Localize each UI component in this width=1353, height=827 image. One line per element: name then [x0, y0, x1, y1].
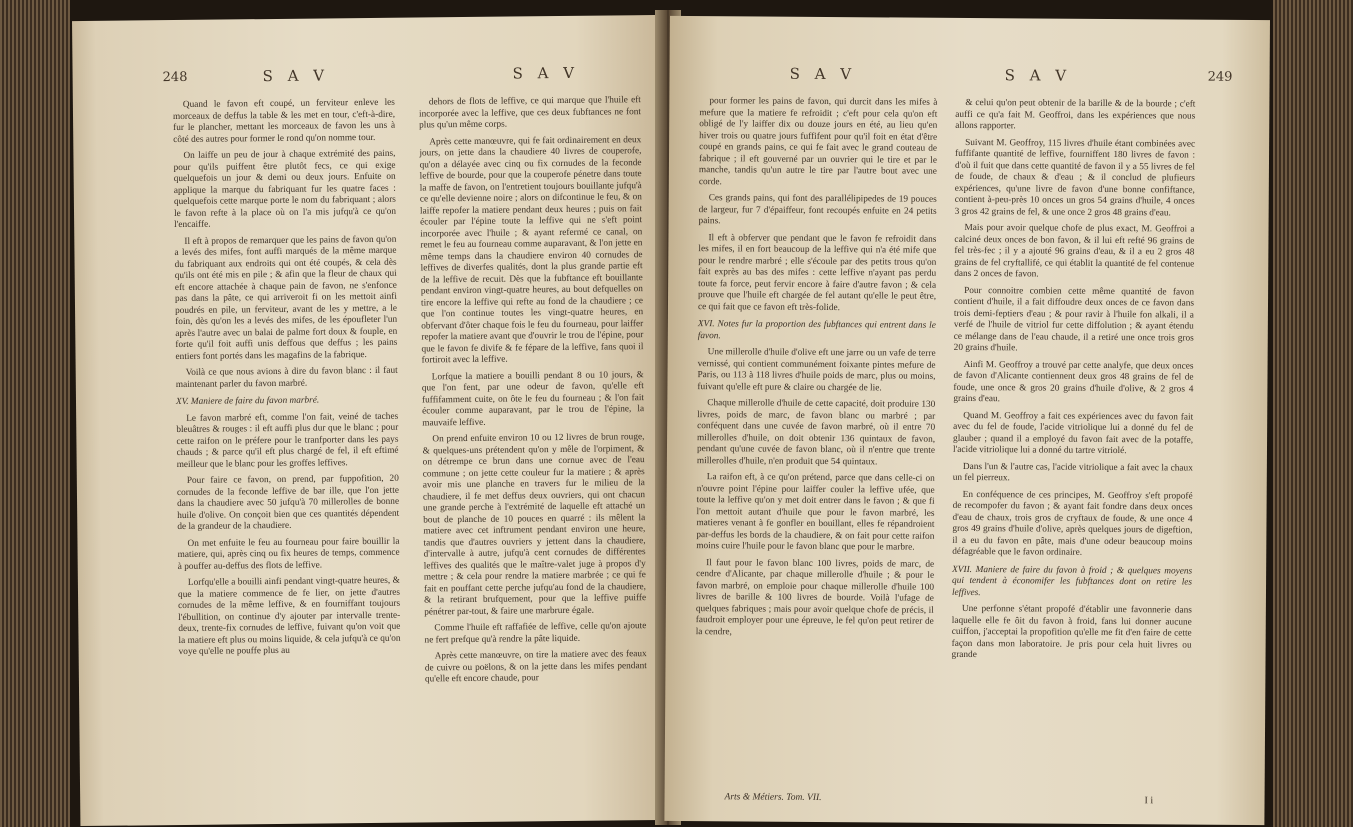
- paragraph: Mais pour avoir quelque chofe de plus exact, M. Geoffroi a calciné deux onces de bon favon, & il lui eft refté 96 grains de fel très-fec ; il y a ajouté 96 grains d'eau, & il a eu 2 gros 48 grains de fel cryftallifé, ce qui établit la quantité de fel contenue dans 2 onces de favon.: [954, 222, 1195, 280]
- paragraph: Après cette manœuvre, on tire la matiere avec des feaux de cuivre ou poëlons, & on la jette dans les mifes pendant qu'elle eft encore chaude, pour: [424, 649, 647, 685]
- right-column-2: [951, 98, 1195, 668]
- paragraph: Dans l'un & l'autre cas, l'acide vitriolique a fait avec la chaux un fel pierreux.: [952, 461, 1193, 484]
- paragraph: Suivant M. Geoffroy, 115 livres d'huile étant combinées avec fuffifante quantité de leffive, fourniffent 180 livres de favon : d'où il fuit que dans cette quantité de favon il y a 55 livres de fel de foude, de chaux & d'eau ; & il conclud de plufieurs expériences, qu'une livre de favon d'une bonne confiftance, contient à-peu-près 10 onces un gros 54 grains d'huile, 4 onces 3 gros 42 grains de fel, & une once 2 gros 48 grains d'eau.: [954, 137, 1196, 218]
- left-page-number: 248: [162, 69, 188, 86]
- paragraph: En conféquence de ces principes, M. Geoffroy s'eft propofé de recompofer du favon ; & ayant fait fondre dans deux onces d'eau de chaux, trois gros de cryftaux de foude, & une once 4 gros 49 grains d'huile d'olive, après quelques jours de digeftion, il a eu du favon en pâte, mais d'une odeur beaucoup moins défagréable que le favon ordinaire.: [952, 489, 1193, 558]
- paragraph: Ainfi M. Geoffroy a trouvé par cette analyfe, que deux onces de favon d'Alicante contiennent deux gros 48 grains de fel de foude, une once & gros 20 grains d'huile d'olive, & 2 gros 4 grains d'eau.: [953, 359, 1194, 405]
- paragraph: On met enfuite le feu au fourneau pour faire bouillir la matiere, qui, après cinq ou fix heures de temps, commence à pouffer au-deffus des flots de leffive.: [177, 536, 400, 572]
- right-header-col2: S A V: [1004, 66, 1072, 85]
- paragraph: Quand le favon eft coupé, un ferviteur enleve les morceaux de deffus la table & les met en tour, c'eft-à-dire, fur le plancher, mettant les morceaux de favon les uns à côté des autres pour former le rond qu'on nomme tour.: [172, 97, 396, 145]
- paragraph: Ces grands pains, qui font des parallélipipedes de 19 pouces de largeur, fur 7 d'épaiffeur, font recoupés enfuite en 24 petits pains.: [698, 193, 937, 227]
- left-page-edges: [0, 0, 70, 827]
- right-header-col1: S A V: [789, 64, 857, 84]
- paragraph: Pour faire ce favon, on prend, par fuppofition, 20 cornudes de la feconde leffive de bar ille, que l'on jette dans la chaudiere avec 50 jufqu'à 70 millerolles de bonne huile d'olive. On conçoit bien que ces quantités dépendent de la grandeur de la chaudiere.: [176, 473, 400, 533]
- paragraph: Une millerolle d'huile d'olive eft une jarre ou un vafe de terre vernissé, qui contient communément foixante pintes mefure de Paris, ou 113 à 118 livres d'huile poids de marc, plus ou moins, fuivant qu'elle eft pure & claire ou chargée de lie.: [697, 347, 936, 393]
- paragraph: Il eft à propos de remarquer que les pains de favon qu'on a levés des mifes, font auffi marqués de la même marque du fabriquant aux endroits qui ont été coupés, & cela dès qu'ils ont été mis en pile ; & afin que la fleur de chaux qui eft encore attachée à chaque pain de favon, ne s'enfonce pas dans la pâte, ce qui arriveroit fi on les mettoit ainfi poudrés en pile, un ferviteur, avant de les y mettre, a le foin, dès qu'on les a levés des mifes, de les époufleter l'un après l'autre avec un balai de palme fort doux & fouple, en forte qu'il foit auffi unis deffous que deffus ; les pains entiers font portés dans les magafins de la fabrique.: [174, 234, 398, 362]
- paragraph: Une perfonne s'étant propofé d'établir une favonnerie dans laquelle elle fe ôit du favon à froid, fans lui donner aucune cuiffon, j'acceptai la propofition qu'elle me fit d'en faire de cette façon dans mon laboratoire. Je pris pour cela huit livres ou grande: [951, 603, 1192, 661]
- signature-mark: I i: [1144, 795, 1154, 807]
- paragraph: Il faut pour le favon blanc 100 livres, poids de marc, de cendre d'Alicante, par chaque millerolle d'huile ; & pour le favon marbré, on emploie pour chaque millerolle d'huile 100 livres de barille & 100 livres de bourde. Voilà l'ufage de quelques fabriques ; mais pour avoir quelque chofe de précis, il faudroit employer pour une épreuve, le fel qu'on peut retirer de la cendre,: [695, 557, 935, 637]
- paragraph: Lorfqu'elle a bouilli ainfi pendant vingt-quatre heures, & que la matiere commence de fe lier, on jette d'autres cornudes de la même leffive, & en fourniffant toujours l'ébullition, on continue d'y ajouter par intervalle trente-deux, trente-fix cornudes de leffive, fuivant qu'on voit que la matiere eft plus ou moins liquide, & cela jufqu'à ce qu'on voye qu'elle ne pouffe plus au: [177, 575, 401, 658]
- paragraph: Lorfque la matiere a bouilli pendant 8 ou 10 jours, & que l'on fent, par une odeur de favon, qu'elle eft fuffifamment cuite, on ôte le feu du fourneau ; & l'on fait écouler comme auparavant, par le trou de l'épine, la mauvaife leffive.: [421, 369, 645, 428]
- paragraph: Comme l'huile eft raffafiée de leffive, celle qu'on ajoute ne fert prefque qu'à rendre la pâte liquide.: [424, 621, 647, 645]
- paragraph: Le favon marbré eft, comme l'on fait, veiné de taches bleuâtres & rouges : il eft auffi plus dur que le blanc ; pour cette raifon on le préfere pour le tranfporter dans les pays chauds ; & parce qu'il eft plus chargé de fel, il eft eftimé meilleur que le blanc pour les groffes leffives.: [176, 411, 399, 470]
- left-column-1: [173, 98, 401, 664]
- left-header-col2: S A V: [512, 63, 580, 83]
- paragraph: pour former les pains de favon, qui durcit dans les mifes à mefure que la matiere fe refroidit ; c'eft pour cela qu'on eft obligé de l'y laiffer dix ou douze jours en été, au lieu qu'en hiver trois ou quatre jours fuffifent pour qu'il foit en état d'être coupé en grands pains, ce qui fe fait avec le grand couteau de fabrique ; il eft gouverné par un ouvrier qui le tire et par le manche, tandis qu'un autre le tire par l'autre bout avec une corde.: [698, 96, 938, 187]
- paragraph: Chaque millerolle d'huile de cette capacité, doit produire 130 livres, poids de marc, de favon blanc ou marbré ; par conféquent dans une cuvée de favon marbré, où il entre 70 millerolles d'huile, on doit obtenir 136 quintaux de favon, pendant qu'une cuvée de favon blanc, où il n'entre que trente millerolles d'huile, n'en produit que 54 quintaux.: [696, 398, 936, 467]
- paragraph: On prend enfuite environ 10 ou 12 livres de brun rouge, & quelques-uns prétendent qu'on y mêle de l'orpiment, & on détrempe ce brun dans une cornue avec de l'eau commune ; on jette cette couleur fur la matiere ; & après avoir mis une planche en travers fur le milieu de la chaudiere, il fe met deffus deux ouvriers, qui ont chacun une grande perche à l'extrémité de laquelle eft attaché un bout de planche de 10 pouces en quarré : ils mêlent la matiere avec cet inftrument pendant environ une heure, tandis que d'autres ouvriers y jettent dans la chaudiere, d'intervalle à autre, jufqu'à cent cornudes de différentes leffives des qualités que le maître-valet juge à propos d'y mettre ; & cela pour rendre la matiere marbrée ; ce qui fe fait en pouffant cette perche jufqu'au fond de la chaudiere, & la retirant brufquement, pour que la leffive puiffe pénétrer par-tout, & faire une marbrure égale.: [422, 432, 647, 617]
- paragraph: On laiffe un peu de jour à chaque extrémité des pains, pour qu'ils puiffent être plutôt fecs, ce qui exige quelquefois un jour & demi ou deux jours. Enfuite on applique la marque du fabriquant fur les quatre faces : quelquefois cette marque porte le nom du fabriquant ; alors le favon refte à la place où on l'a mis jufqu'à ce qu'on l'encaiffe.: [173, 148, 397, 231]
- paragraph: Pour connoitre combien cette même quantité de favon contient d'huile, il a fait diffoudre deux onces de ce favon dans trois demi-feptiers d'eau ; & pour ravir à l'huile fon alkali, il a verfé de l'huile de vitriol fur cette diffolution ; & ayant étendu ce mélange dans de l'eau chaude, il a retiré une once trois gros 20 grains d'huile.: [953, 285, 1195, 354]
- paragraph: Voilà ce que nous avions à dire du favon blanc : il faut maintenant parler du favon marbré.: [175, 365, 398, 390]
- paragraph: Il eft à obferver que pendant que le favon fe refroidit dans les mifes, il en fort beaucoup de la leffive qui n'a été mife que pour le rendre marbré ; elle s'écoule par des petits trous qu'on fait exprès au bas des mifes : cette leffive n'ayant pas perdu toute fa force, peut fervir encore à faire d'autre favon ; & cela prouve que l'huile eft chargée de fel autant qu'elle le peut être, ce qui fait que ce favon eft très-folide.: [697, 232, 937, 313]
- left-header-col1: S A V: [262, 66, 330, 86]
- right-column-1: [696, 96, 938, 645]
- paragraph: La raifon eft, à ce qu'on prétend, parce que dans celle-ci on n'ouvre point l'épine pour laiffer couler la leffive ufée, que toute la leffive qu'on y met doit entrer dans le favon ; & que fi l'on mettoit autant d'huile que pour le favon marbré, les matieres venant à fe gonfler en bouillant, elles fe répandroient par-deffus les bords de la chaudiere, & on fait pour cette raifon moins cuire l'huile pour le favon blanc que pour le marbre.: [696, 472, 935, 553]
- paragraph: Après cette manœuvre, qui fe fait ordinairement en deux jours, on jette dans la chaudiere 40 livres de couperofe, qu'on a délayée avec cinq ou fix cornudes de la feconde leffive de bourde, pour que la couperofe pénetre dans toute la maffe de favon, on l'entretient toujours bouillante jufqu'à ce qu'elle devienne noire ; alors on difcontinue le feu, & on laiffe repofer la matiere pendant deux heures ; puis on fait écouler par l'épine toute la leffive qui ne s'eft point incorporée avec l'huile ; & ayant refermé ce canal, on remet le feu au fourneau comme auparavant, & l'on jette en même temps dans la chaudiere environ 40 cornudes de leffives de diverfes qualités, dont la plus grande partie eft de la leffive de recuit. Dès que la fubftance eft bouillante pendant environ vingt-quatre heures, au bout defquelles on tire encore la leffive qui refte au fond de la chaudiere ; ce que l'on continue toutes les vingt-quatre heures, en obfervant d'ôter chaque fois le feu du fourneau, pour laiffer repofer la matiere avant que d'ouvrir le trou de l'épine, pour que le favon fe divife & fe fépare de la leffive, fans quoi il fortiroit avec la leffive.: [419, 134, 644, 366]
- paragraph: Quand M. Geoffroy a fait ces expériences avec du favon fait avec du fel de foude, l'acide vitriolique lui a donné du fel de glauber ; quand il a employé du favon fait avec de la potaffe, l'acide vitriolique lui a donné du tartre vitriolé.: [952, 410, 1194, 457]
- right-page-number: 249: [1207, 69, 1233, 85]
- right-page: [664, 16, 1270, 825]
- footer-publication: Arts & Métiers. Tom. VII.: [724, 792, 822, 803]
- section-title: XVII. Maniere de faire du favon à froid ; & quelques moyens qui tendent à économifer les fubftances dont on retire les leffives.: [951, 564, 1193, 598]
- paragraph: & celui qu'on peut obtenir de la barille & de la bourde ; c'eft auffi ce qu'a fait M. Geoffroi, dans les expériences que nous allons rapporter.: [955, 97, 1196, 132]
- left-column-2: [419, 95, 647, 691]
- paragraph: dehors de flots de leffive, ce qui marque que l'huile eft incorporée avec la leffive, que ces deux fubftances ne font plus qu'un même corps.: [418, 95, 642, 131]
- left-page: [72, 15, 672, 826]
- section-title: XV. Maniere de faire du favon marbré.: [175, 395, 320, 408]
- section-title: XVI. Notes fur la proportion des fubftances qui entrent dans le favon.: [697, 319, 936, 341]
- right-page-edges: [1273, 0, 1353, 827]
